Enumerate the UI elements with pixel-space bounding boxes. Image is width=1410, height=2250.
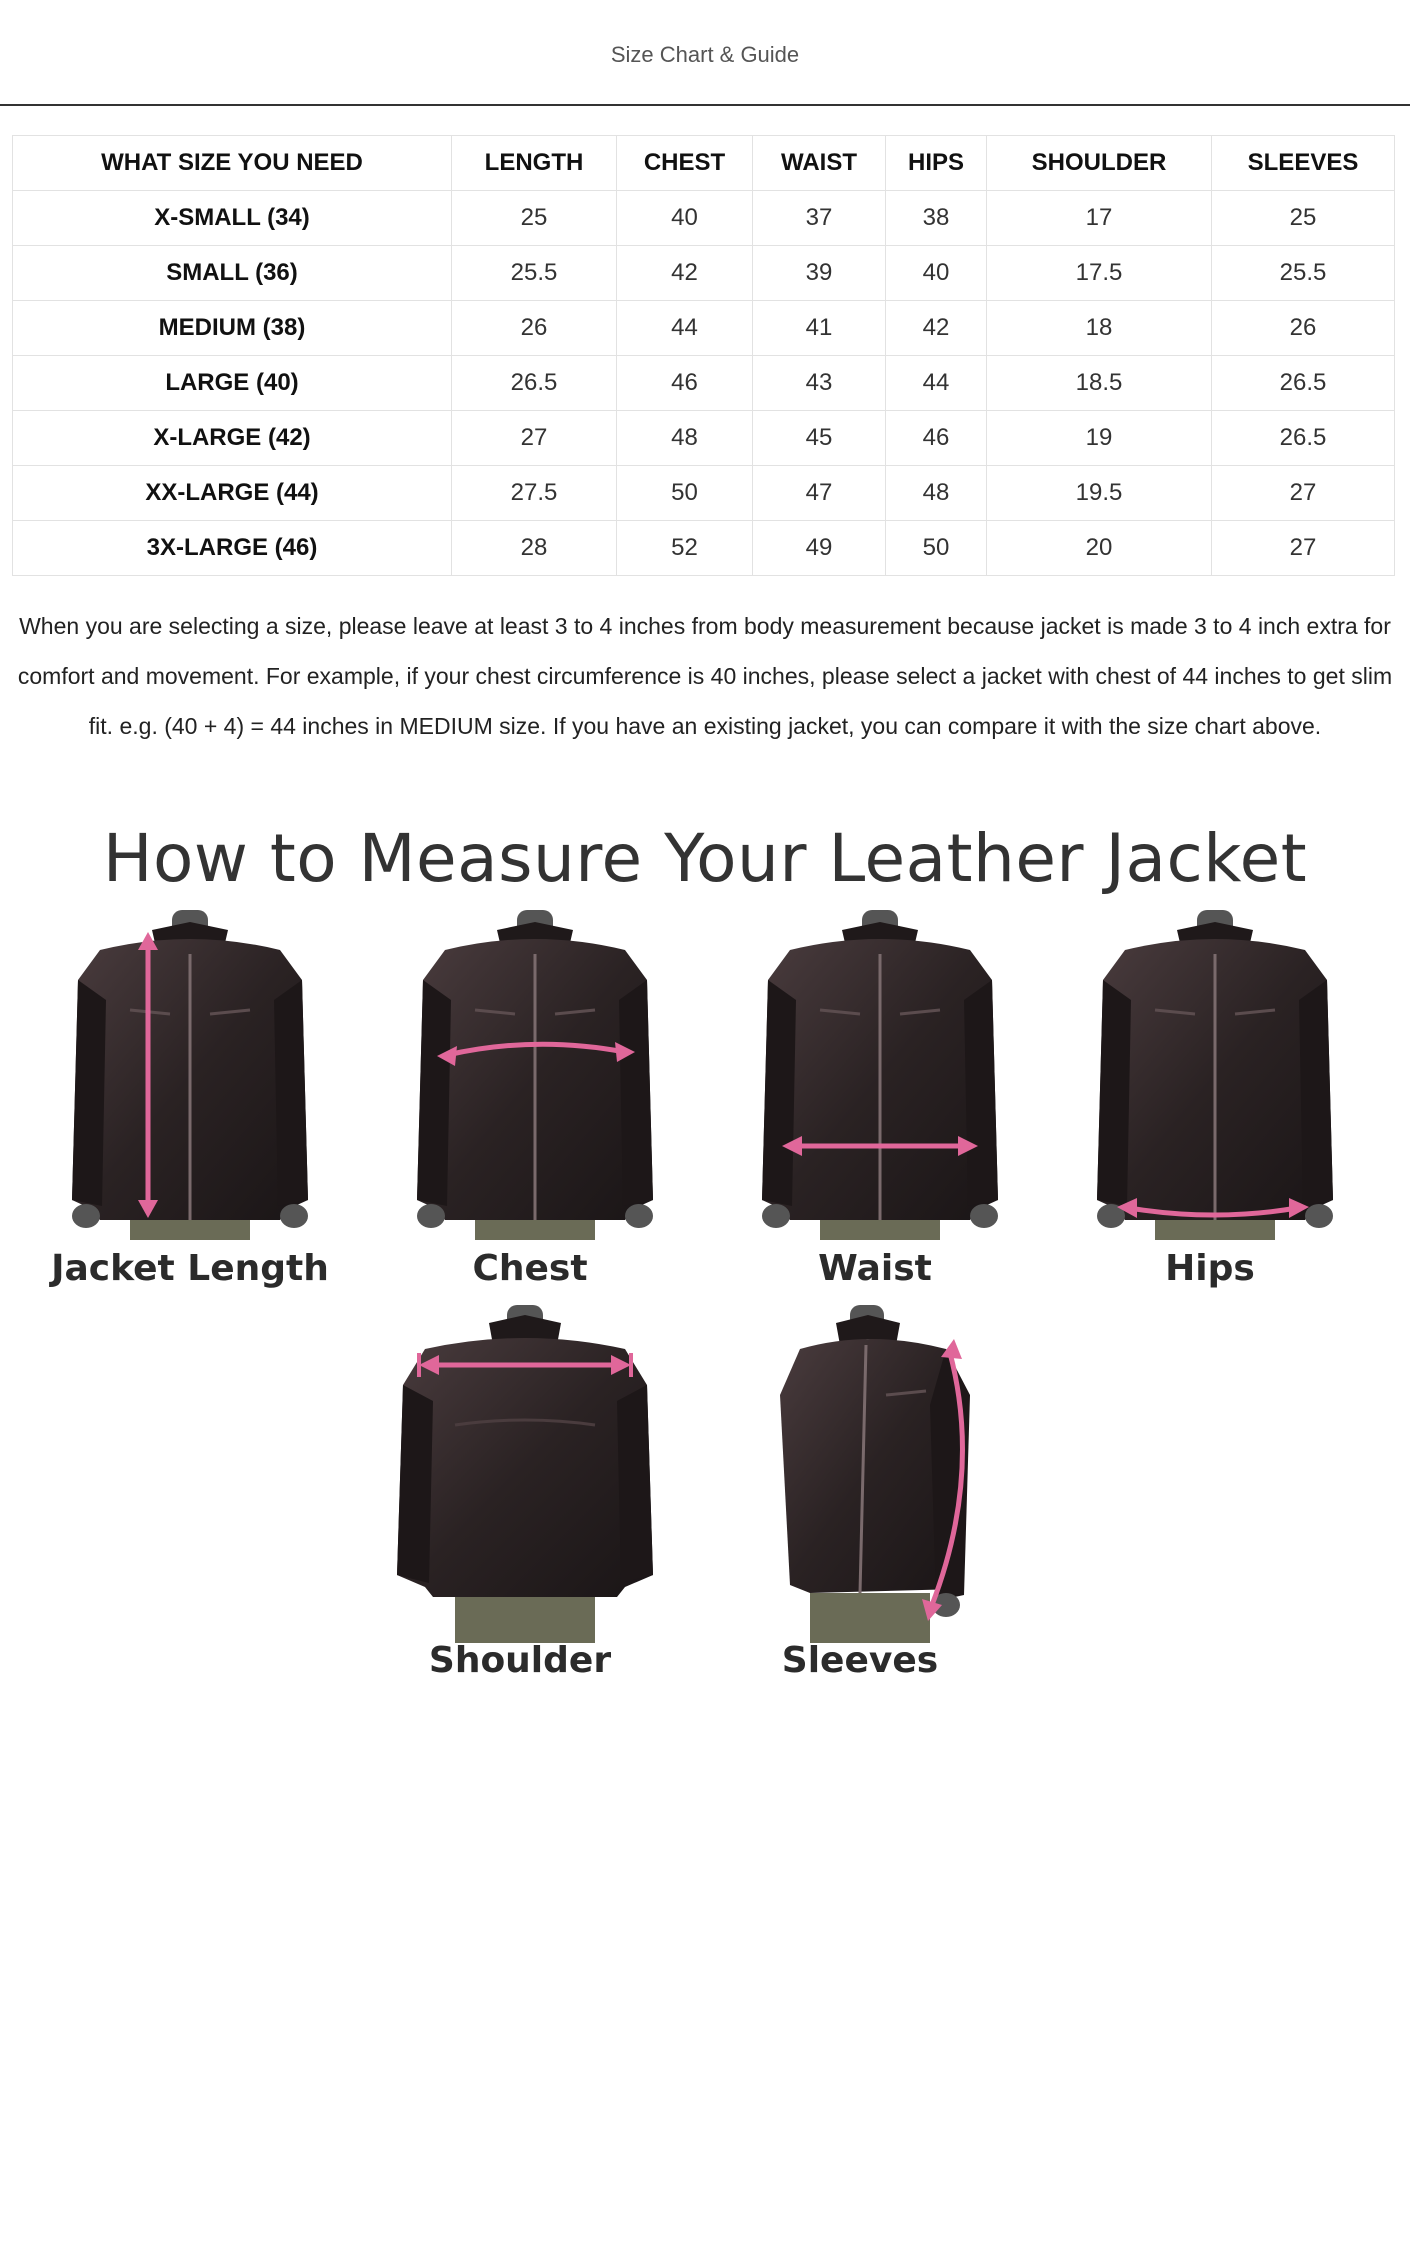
page-header [0, 0, 1410, 106]
table-cell: 26 [1212, 301, 1395, 356]
table-row [13, 466, 1395, 521]
table-cell: 52 [617, 521, 753, 576]
sleeves-illustration [750, 1305, 1000, 1645]
table-cell: 17 [987, 191, 1212, 246]
table-cell: 47 [753, 466, 886, 521]
table-cell: 26.5 [1212, 411, 1395, 466]
column-header-size: WHAT SIZE YOU NEED [13, 136, 452, 191]
table-cell: 27 [452, 411, 617, 466]
column-header-chest: CHEST [617, 136, 753, 191]
size-cell: LARGE (40) [13, 356, 452, 411]
label-sleeves: Sleeves [781, 1640, 939, 1681]
size-chart-table [12, 135, 1395, 576]
figure-waist [730, 910, 1030, 1240]
size-cell: X-LARGE (42) [13, 411, 452, 466]
table-cell: 48 [886, 466, 987, 521]
size-cell: MEDIUM (38) [13, 301, 452, 356]
label-chest: Chest [472, 1248, 588, 1289]
table-cell: 40 [886, 246, 987, 301]
size-cell: 3X-LARGE (46) [13, 521, 452, 576]
column-header-hips: HIPS [886, 136, 987, 191]
table-cell: 42 [617, 246, 753, 301]
table-cell: 26 [452, 301, 617, 356]
table-cell: 26.5 [452, 356, 617, 411]
table-cell: 44 [617, 301, 753, 356]
table-cell: 27 [1212, 466, 1395, 521]
table-cell: 45 [753, 411, 886, 466]
table-row [13, 521, 1395, 576]
column-header-shoulder: SHOULDER [987, 136, 1212, 191]
table-cell: 20 [987, 521, 1212, 576]
size-cell: SMALL (36) [13, 246, 452, 301]
label-waist: Waist [818, 1248, 932, 1289]
jacket-length-illustration [40, 910, 340, 1240]
table-cell: 37 [753, 191, 886, 246]
figure-hips [1065, 910, 1365, 1240]
table-cell: 41 [753, 301, 886, 356]
size-cell: X-SMALL (34) [13, 191, 452, 246]
table-cell: 43 [753, 356, 886, 411]
table-cell: 17.5 [987, 246, 1212, 301]
measure-guide-title: How to Measure Your Leather Jacket [102, 820, 1308, 897]
table-cell: 46 [886, 411, 987, 466]
table-cell: 44 [886, 356, 987, 411]
table-cell: 25 [452, 191, 617, 246]
size-cell: XX-LARGE (44) [13, 466, 452, 521]
table-cell: 26.5 [1212, 356, 1395, 411]
table-cell: 25 [1212, 191, 1395, 246]
table-cell: 25.5 [452, 246, 617, 301]
chest-illustration [385, 910, 685, 1240]
label-hips: Hips [1165, 1248, 1255, 1289]
figure-sleeves [750, 1305, 1000, 1645]
table-cell: 18.5 [987, 356, 1212, 411]
table-cell: 19.5 [987, 466, 1212, 521]
column-header-sleeves: SLEEVES [1212, 136, 1395, 191]
table-row [13, 191, 1395, 246]
sizing-note: When you are selecting a size, please leave at least 3 to 4 inches from body measurement because jacket is made 3 to 4 inch extra for comfort and movement. For example, if your chest circumference is 40 inches, please select a jacket with chest of 44 inches to get slim fit. e.g. (40 + 4) = 44 inches in MEDIUM size. If you have an existing jacket, you can compare it with the size chart above. [17, 613, 1393, 739]
table-cell: 49 [753, 521, 886, 576]
table-cell: 50 [886, 521, 987, 576]
table-cell: 19 [987, 411, 1212, 466]
table-cell: 38 [886, 191, 987, 246]
table-cell: 28 [452, 521, 617, 576]
table-row [13, 356, 1395, 411]
table-cell: 48 [617, 411, 753, 466]
column-header-waist: WAIST [753, 136, 886, 191]
table-cell: 18 [987, 301, 1212, 356]
column-header-length: LENGTH [452, 136, 617, 191]
table-row [13, 246, 1395, 301]
figure-shoulder [385, 1305, 675, 1645]
figure-jacket-length [40, 910, 340, 1240]
table-cell: 46 [617, 356, 753, 411]
label-shoulder: Shoulder [428, 1640, 612, 1681]
table-cell: 25.5 [1212, 246, 1395, 301]
table-cell: 50 [617, 466, 753, 521]
table-row [13, 411, 1395, 466]
hips-illustration [1065, 910, 1365, 1240]
shoulder-illustration [385, 1305, 675, 1645]
table-row [13, 301, 1395, 356]
table-cell: 27.5 [452, 466, 617, 521]
table-cell: 40 [617, 191, 753, 246]
page-title: Size Chart & Guide [610, 42, 800, 67]
figure-chest [385, 910, 685, 1240]
waist-illustration [730, 910, 1030, 1240]
table-header-row [13, 136, 1395, 191]
table-cell: 39 [753, 246, 886, 301]
table-cell: 27 [1212, 521, 1395, 576]
label-jacket-length: Jacket Length [51, 1248, 329, 1289]
table-cell: 42 [886, 301, 987, 356]
